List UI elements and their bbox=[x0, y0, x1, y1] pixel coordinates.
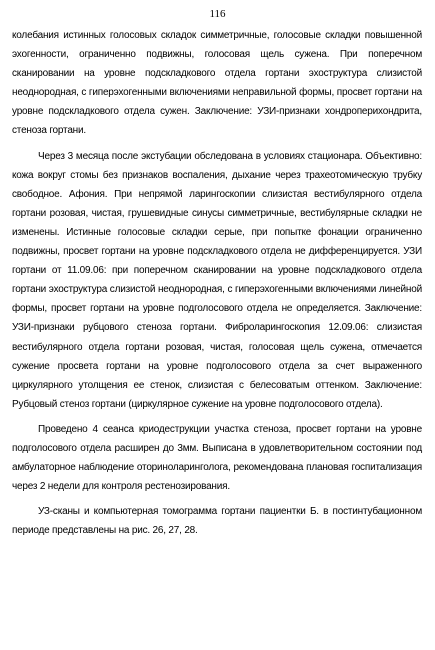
body-text bbox=[12, 26, 422, 546]
paragraph-1: колебания истинных голосовых складок симметричные, голосовые складки повышенной эхогенности, ограниченно подвижны, голосовая щель сужена. При поперечном сканировании на уровне подскладкового отдела гортани эхоструктура слизистой неоднородная, с гиперэхогенными включениями неправильной формы, просвет гортани на уровне подскладкового отдела сужен. Заключение: УЗИ-признаки хондроперихондрита, стеноза гортани. bbox=[12, 30, 422, 137]
paragraph-4: УЗ-сканы и компьютерная томограмма гортани пациентки Б. в постинтубационном периоде представлены на рис. 26, 27, 28. bbox=[12, 506, 422, 537]
paragraph-3: Проведено 4 сеанса криодеструкции участка стеноза, просвет гортани на уровне подголосового отдела расширен до 3мм. Выписана в удовлетворительном состоянии под амбулаторное наблюдение оториноларинголога, рекомендована плановая госпитализация через 2 недели для контроля рестенозирования. bbox=[12, 423, 422, 493]
page-number: 116 bbox=[209, 8, 226, 20]
paragraph-2: Через 3 месяца после экстубации обследована в условиях стационара. Объективно: кожа вокруг стомы без признаков воспаления, дыхание через трахеотомическую трубку свободное. Афония. При непрямой ларингоскопии слизистая вестибулярного отдела гортани розовая, чистая, грушевидные синусы симметричные, вестибулярные складки не изменены. Истинные голосовые складки серые, при попытке фонации ограниченно подвижны, просвет гортани на уровне подскладкового отдела не дифференцируется. УЗИ гортани от 11.09.06: при поперечном сканировании на уровне подскладкового отдела гортани эхоструктура слизистой неоднородная, с гиперэхогенными включениями линейной формы, просвет гортани на уровне подголосового отдела не определяется. Заключение: УЗИ-признаки рубцового стеноза гортани. Фиброларингоскопия 12.09.06: слизистая вестибулярного отдела гортани розовая, чистая, голосовая щель сужена, отмечается сужение просвета гортани на уровне подголосового отдела за счет выраженного циркулярного утолщения ее стенок, слизистая с белесоватым оттенком. Заключение: Рубцовый стеноз гортани (циркулярное сужение на уровне подголосового отдела). bbox=[12, 150, 422, 410]
